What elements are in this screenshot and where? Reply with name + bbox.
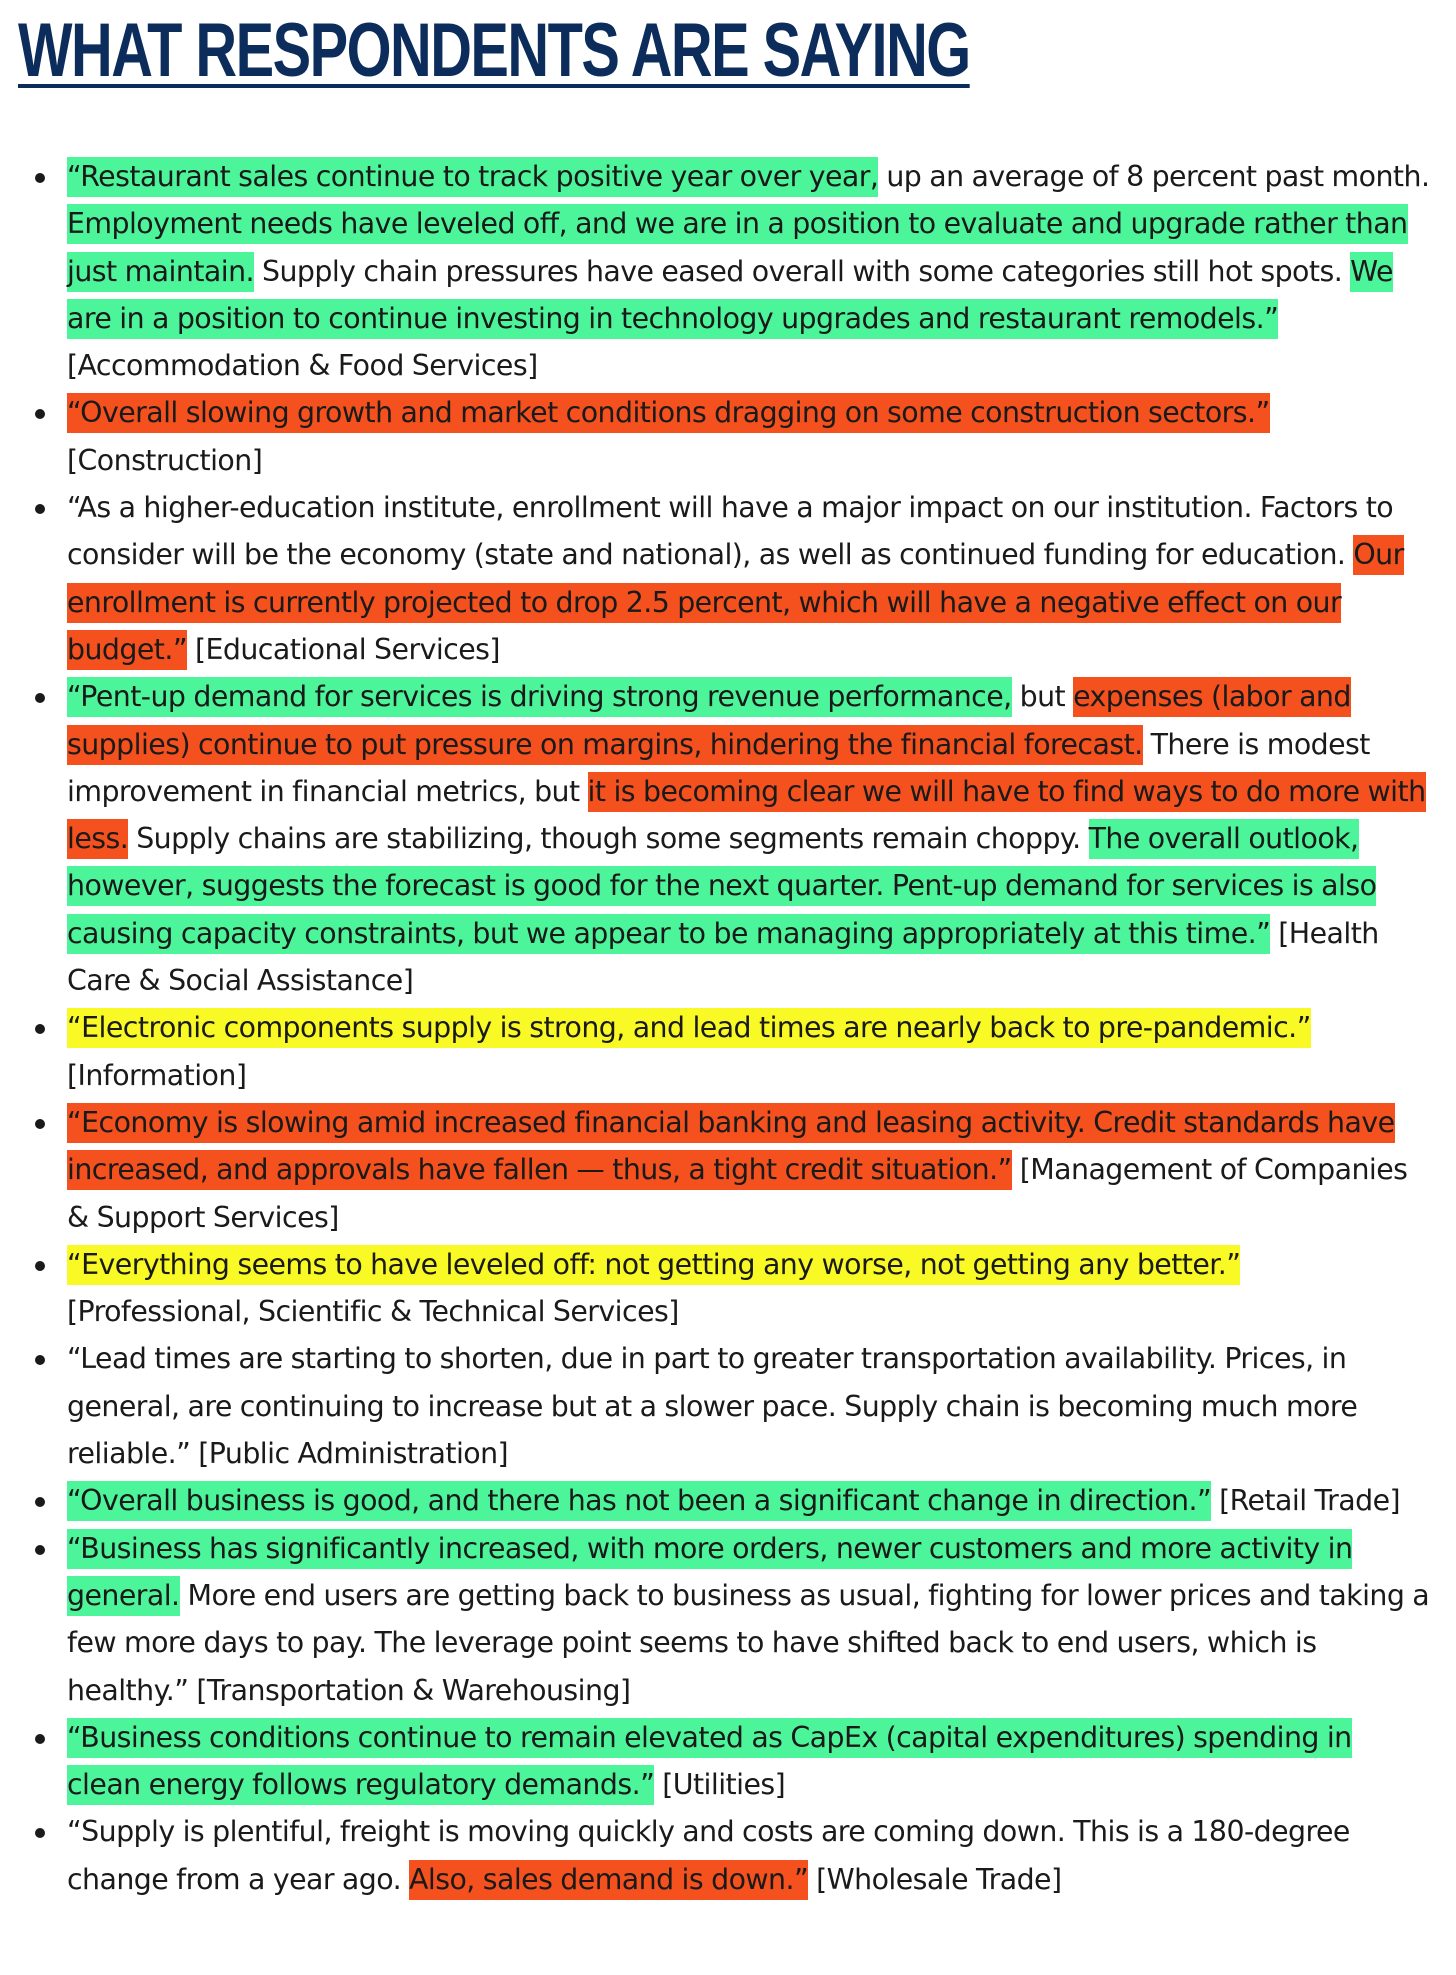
bullet-icon bbox=[35, 693, 45, 703]
quote-text: [Educational Services] bbox=[187, 632, 500, 666]
highlighted-quote-text: Also, sales demand is down.” bbox=[409, 1860, 808, 1900]
quote-item bbox=[35, 1525, 1430, 1714]
highlighted-quote-text: The overall outlook, however, suggests the forecast is good for the next quarter. Pent-up demand for services is also causing capacity constraints, but we appear to be managing appropriately at this time.” bbox=[67, 819, 1376, 954]
quote-item bbox=[35, 673, 1430, 1004]
quote-text: [Accommodation & Food Services] bbox=[67, 349, 538, 383]
bullet-icon bbox=[35, 409, 45, 419]
quote-text: [Health Care & Social Assistance] bbox=[67, 916, 1379, 998]
bullet-icon bbox=[35, 504, 45, 514]
quote-text: [Information] bbox=[67, 1058, 247, 1092]
quote-text: Supply chains are stabilizing, though some segments remain choppy. bbox=[128, 822, 1089, 856]
quote-text: [Wholesale Trade] bbox=[808, 1862, 1062, 1896]
highlighted-quote-text: “Electronic components supply is strong, and lead times are nearly back to pre-pandemic.” bbox=[67, 1008, 1311, 1048]
highlighted-quote-text: “Economy is slowing amid increased financial banking and leasing activity. Credit standards have increased, and approvals have fallen — thus, a tight credit situation.” bbox=[67, 1103, 1395, 1190]
highlighted-quote-text: expenses (labor and supplies) continue to put pressure on margins, hindering the financial forecast. bbox=[67, 677, 1351, 764]
bullet-icon bbox=[35, 1828, 45, 1838]
quote-text: More end users are getting back to business as usual, fighting for lower prices and taking a few more days to pay. The leverage point seems to have shifted back to end users, which is healthy.” [Transportation & Warehousing] bbox=[67, 1578, 1430, 1707]
quote-item bbox=[35, 1477, 1430, 1524]
quote-item bbox=[35, 1241, 1430, 1336]
bullet-icon bbox=[35, 1355, 45, 1365]
highlighted-quote-text: “Overall business is good, and there has not been a significant change in direction.” bbox=[67, 1481, 1211, 1521]
quote-item bbox=[35, 1335, 1430, 1477]
quote-item bbox=[35, 153, 1430, 389]
highlighted-quote-text: “Restaurant sales continue to track positive year over year, bbox=[67, 157, 878, 197]
quote-item bbox=[35, 484, 1430, 673]
bullet-icon bbox=[35, 1497, 45, 1507]
highlighted-quote-text: it is becoming clear we will have to find ways to do more with less. bbox=[67, 772, 1426, 859]
quote-text: “Supply is plentiful, freight is moving quickly and costs are coming down. This is a 180-degree change from a year ago. bbox=[67, 1815, 1350, 1896]
bullet-icon bbox=[35, 1261, 45, 1271]
highlighted-quote-text: Employment needs have leveled off, and we are in a position to evaluate and upgrade rather than just maintain. bbox=[67, 204, 1408, 291]
highlighted-quote-text: Our enrollment is currently projected to drop 2.5 percent, which will have a negative effect on our budget.” bbox=[67, 535, 1404, 670]
quote-text: Supply chain pressures have eased overall with some categories still hot spots. bbox=[254, 254, 1351, 288]
highlighted-quote-text: “Overall slowing growth and market conditions dragging on some construction sectors.” bbox=[67, 393, 1270, 433]
highlighted-quote-text: We are in a position to continue investing in technology upgrades and restaurant remodels.” bbox=[67, 252, 1393, 339]
bullet-icon bbox=[35, 1024, 45, 1034]
bullet-icon bbox=[35, 1119, 45, 1129]
page-title: WHAT RESPONDENTS ARE SAYING bbox=[18, 8, 970, 93]
quote-item bbox=[35, 1808, 1430, 1903]
quote-text: [Utilities] bbox=[654, 1768, 786, 1802]
quote-text: but bbox=[1011, 680, 1074, 714]
quote-text: [Management of Companies & Support Services] bbox=[67, 1153, 1408, 1234]
quote-text: [Professional, Scientific & Technical Services] bbox=[67, 1295, 679, 1329]
highlighted-quote-text: “Business conditions continue to remain elevated as CapEx (capital expenditures) spending in clean energy follows regulatory demands.” bbox=[67, 1718, 1352, 1805]
quote-text: [Construction] bbox=[67, 443, 263, 477]
quote-text: [Retail Trade] bbox=[1211, 1484, 1401, 1518]
bullet-icon bbox=[35, 1734, 45, 1744]
quote-text: “As a higher-education institute, enrollment will have a major impact on our institution. Factors to consider will be the economy (state and national), as well as continued funding for education. bbox=[67, 491, 1394, 572]
highlighted-quote-text: “Business has significantly increased, with more orders, newer customers and more activity in general. bbox=[67, 1529, 1352, 1616]
highlighted-quote-text: “Pent-up demand for services is driving strong revenue performance, bbox=[67, 677, 1012, 717]
quote-item bbox=[35, 1004, 1430, 1099]
quote-item bbox=[35, 1714, 1430, 1809]
respondent-quote-list bbox=[35, 153, 1430, 1903]
bullet-icon bbox=[35, 173, 45, 183]
bullet-icon bbox=[35, 1545, 45, 1555]
quote-item bbox=[35, 389, 1430, 484]
quote-text: “Lead times are starting to shorten, due in part to greater transportation availability. Prices, in general, are continuing to increase but at a slower pace. Supply chain is becoming much more reliable.” [Public Administration] bbox=[67, 1342, 1358, 1471]
quote-item bbox=[35, 1099, 1430, 1241]
quote-text: There is modest improvement in financial metrics, but bbox=[67, 727, 1370, 808]
highlighted-quote-text: “Everything seems to have leveled off: not getting any worse, not getting any better.” bbox=[67, 1245, 1240, 1285]
quote-text: up an average of 8 percent past month. bbox=[878, 160, 1430, 193]
